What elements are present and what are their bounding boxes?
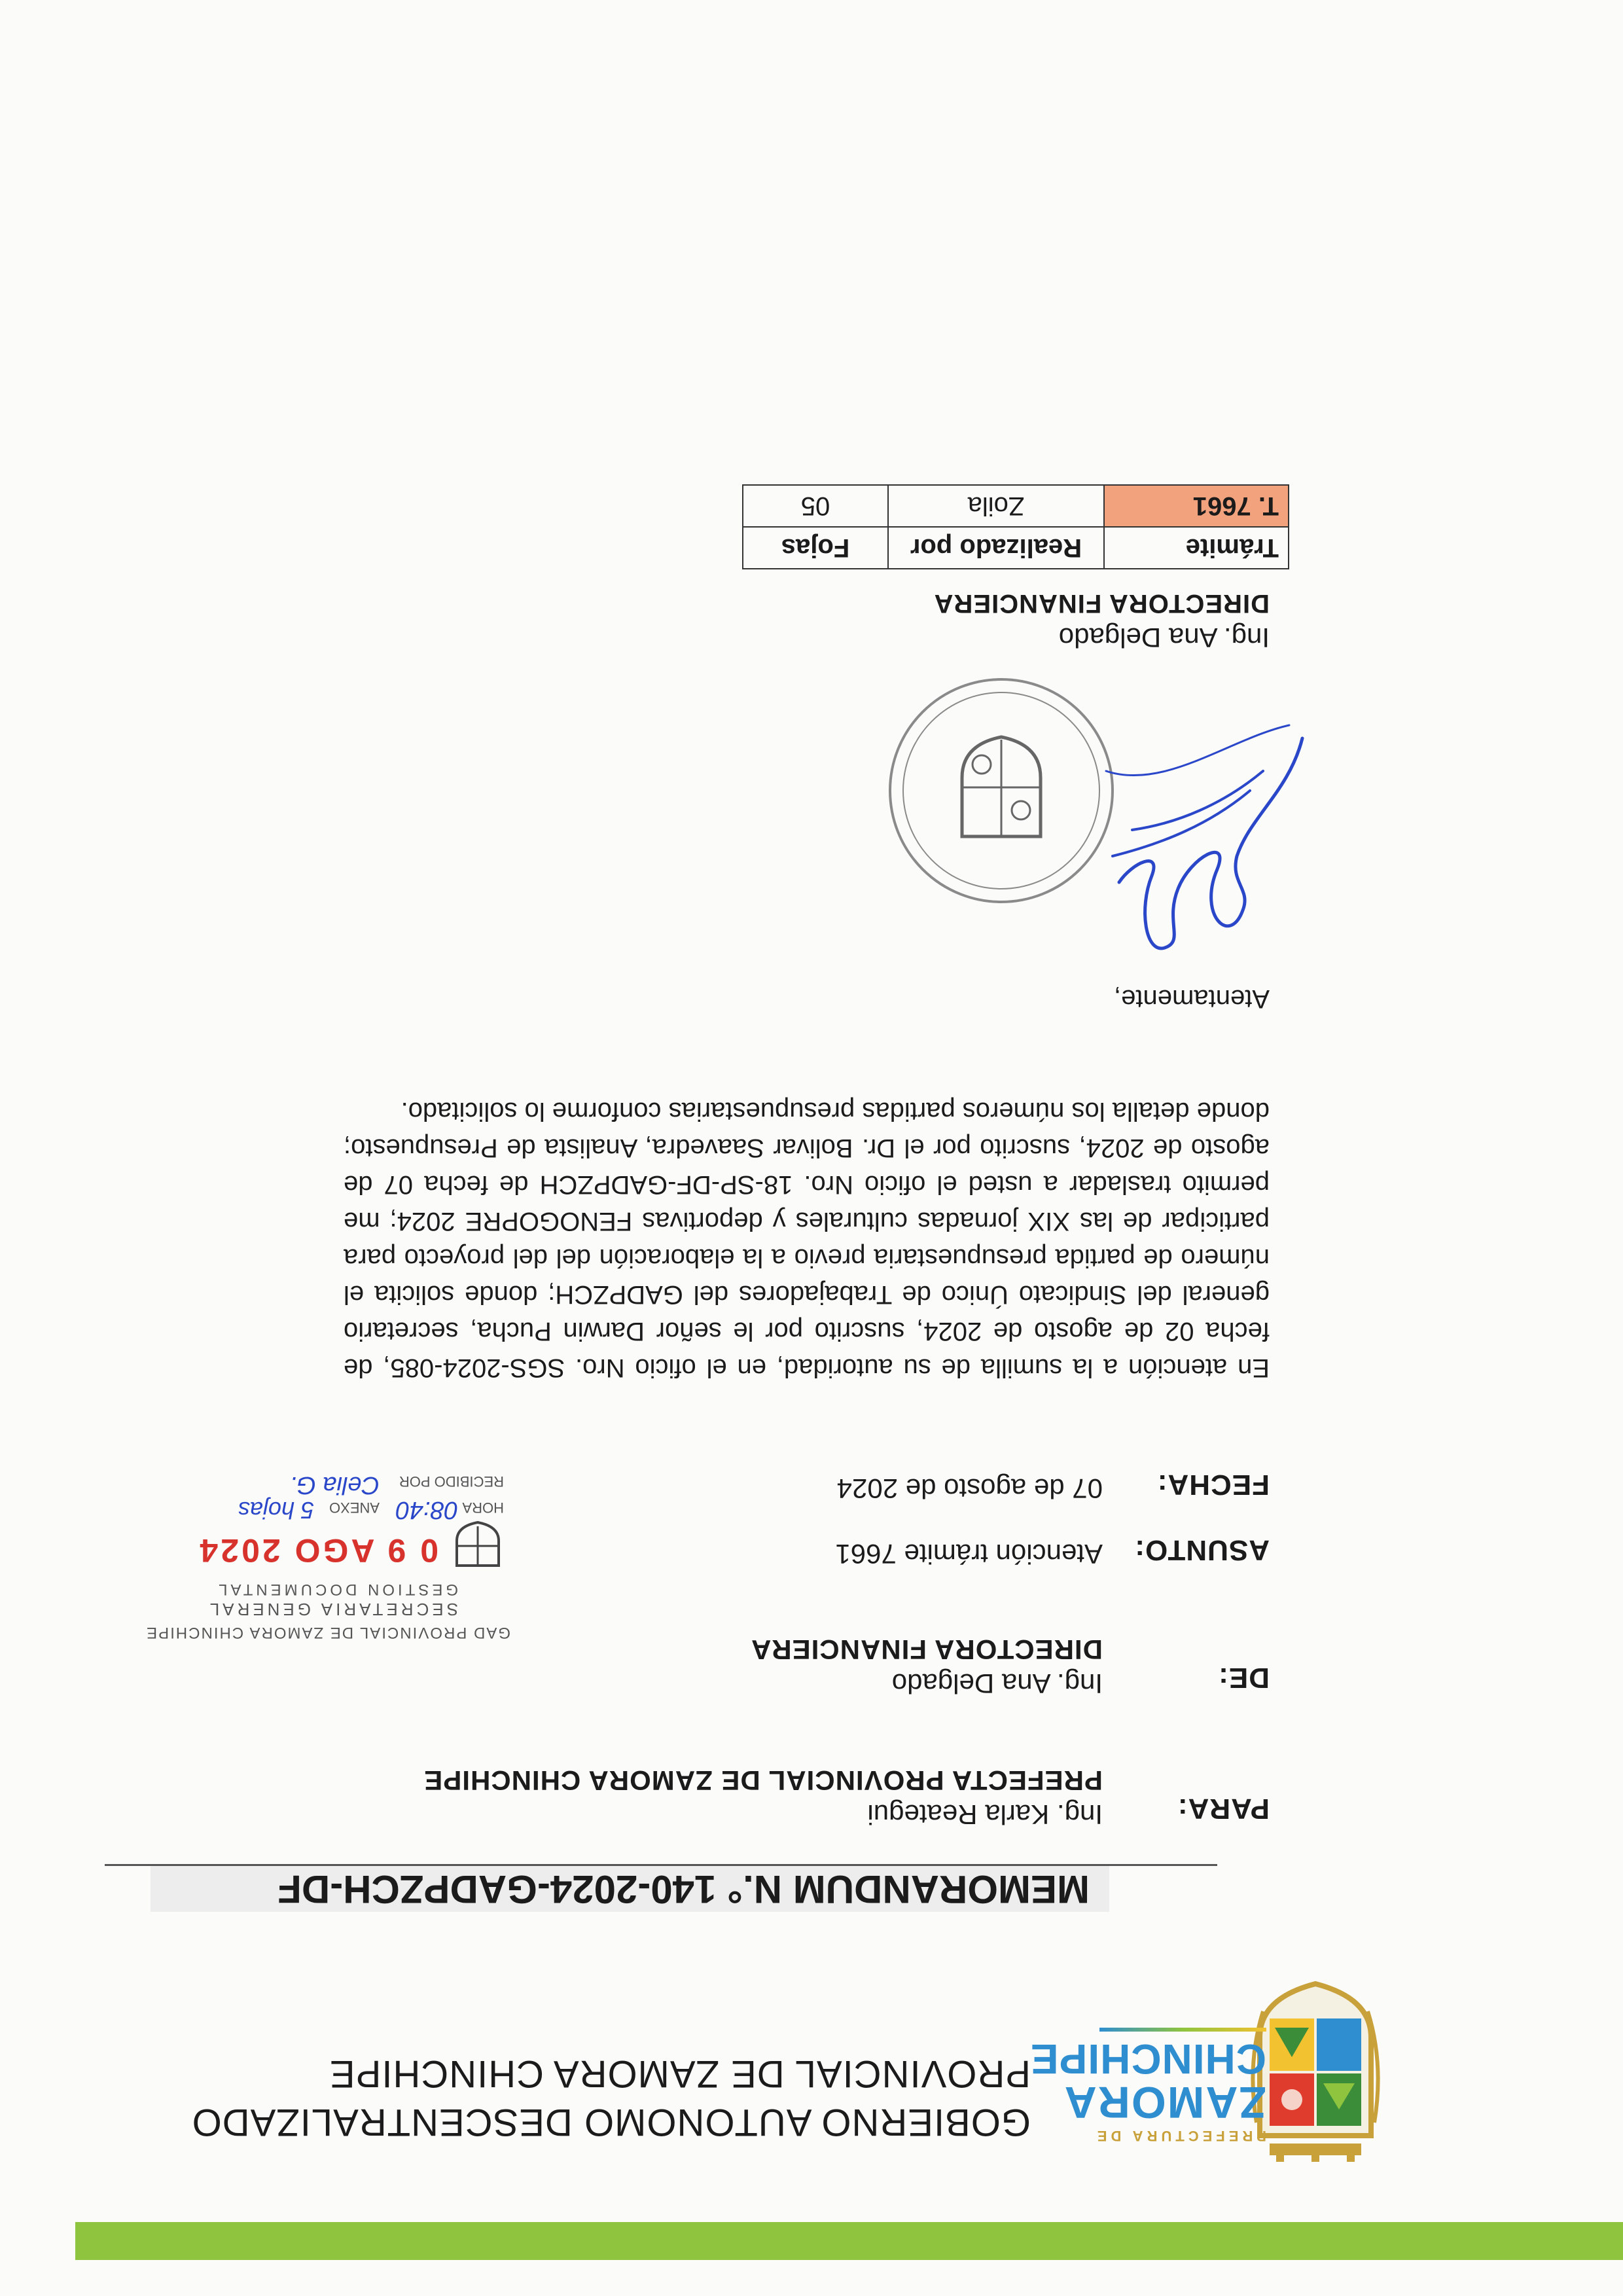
reception-stamp <box>92 1471 510 1641</box>
closing-text: Atentamente, <box>1114 984 1270 1013</box>
fecha-value: 07 de agosto de 2024 <box>836 1473 1103 1504</box>
header-green-bar <box>75 2222 1623 2260</box>
tramite-table <box>742 484 1289 569</box>
de-name: Ing. Ana Delgado <box>891 1668 1103 1699</box>
realizado-header-cell: Realizado por <box>888 527 1104 569</box>
stamp-org: GAD PROVINCIAL DE ZAMORA CHINCHIPE <box>145 1624 510 1641</box>
fojas-header-cell: Fojas <box>743 527 888 569</box>
stamp-emblem-icon <box>452 1521 504 1573</box>
stamp-anexo-label: ANEXO <box>329 1499 380 1516</box>
para-title: PREFECTA PROVINCIAL DE ZAMORA CHINCHIPE <box>423 1765 1103 1796</box>
signer-title: DIRECTORA FINANCIERA <box>933 589 1270 618</box>
de-label: DE: <box>1218 1662 1270 1694</box>
stamp-anexo-value: 5 hojas <box>238 1497 314 1524</box>
stamp-recibido-value: Celia G. <box>289 1471 380 1499</box>
direccion-financiera-seal-icon <box>883 673 1119 908</box>
asunto-label: ASUNTO: <box>1134 1534 1270 1566</box>
memo-title: MEMORANDUM N.° 140-2024-GADPZCH-DF <box>151 1866 1109 1912</box>
stamp-dept: SECRETARIA GENERAL <box>206 1600 458 1619</box>
memo-body-paragraph: En atención a la sumilla de su autoridad, en el oficio Nro. SGS-2024-085, de fecha 02 de agosto de 2024, suscrito por le señor Darwin Pucha, secretario general del Sindicato Único de Trabajadores del GADPZCH; donde solicita el número de partida presupuestaria previo a la elaboración del del proyecto para participar de las XIX jornadas culturales y deportivas FENOGOPRE 2024; me permito trasladar a usted el oficio Nro. 18-SP-DF-GADPZCH de fecha 07 de agosto de 2024, suscrito por el Dr. Bolivar Saavedra, Analista de Presupuesto; donde detalla los números partidas presupuestarias conforme lo solicitado. <box>344 1097 1270 1382</box>
tramite-number-cell: T. 7661 <box>1104 485 1289 527</box>
stamp-hora-value: 08:40 <box>395 1496 458 1524</box>
stamp-recibido-label: RECIBIDO POR <box>399 1473 504 1490</box>
asunto-value: Atención trámite 7661 <box>835 1539 1103 1570</box>
de-title: DIRECTORA FINANCIERA <box>750 1634 1103 1665</box>
memo-title-rule <box>105 1864 1217 1866</box>
handwritten-signature <box>1093 712 1329 987</box>
brand-name-line2: CHINCHIPE <box>1029 2036 1266 2083</box>
brand-small-text: PREFECTURA DE <box>1093 2128 1266 2144</box>
org-name-line2: PROVINCIAL DE ZAMORA CHINCHIPE <box>329 2053 1031 2095</box>
realizado-por-cell: Zoila <box>888 485 1104 527</box>
stamp-date: 0 9 AGO 2024 <box>197 1532 438 1569</box>
tramite-header-cell: Trámite <box>1104 527 1289 569</box>
brand-name-line1: ZAMORA <box>1063 2077 1266 2127</box>
fojas-cell: 05 <box>743 485 888 527</box>
para-label: PARA: <box>1177 1793 1270 1825</box>
tramite-table-header-row <box>743 527 1289 569</box>
signer-name: Ing. Ana Delgado <box>1058 622 1270 653</box>
stamp-hora-label: HORA <box>462 1499 504 1516</box>
tramite-table-row <box>743 485 1289 527</box>
fecha-label: FECHA: <box>1156 1469 1270 1501</box>
org-name-line1: GOBIERNO AUTONOMO DESCENTRALIZADO <box>191 2101 1031 2144</box>
stamp-unit: GESTION DOCUMENTAL <box>215 1581 458 1598</box>
brand-underline <box>1099 2028 1266 2032</box>
para-name: Ing. Karla Reategui <box>867 1799 1103 1830</box>
